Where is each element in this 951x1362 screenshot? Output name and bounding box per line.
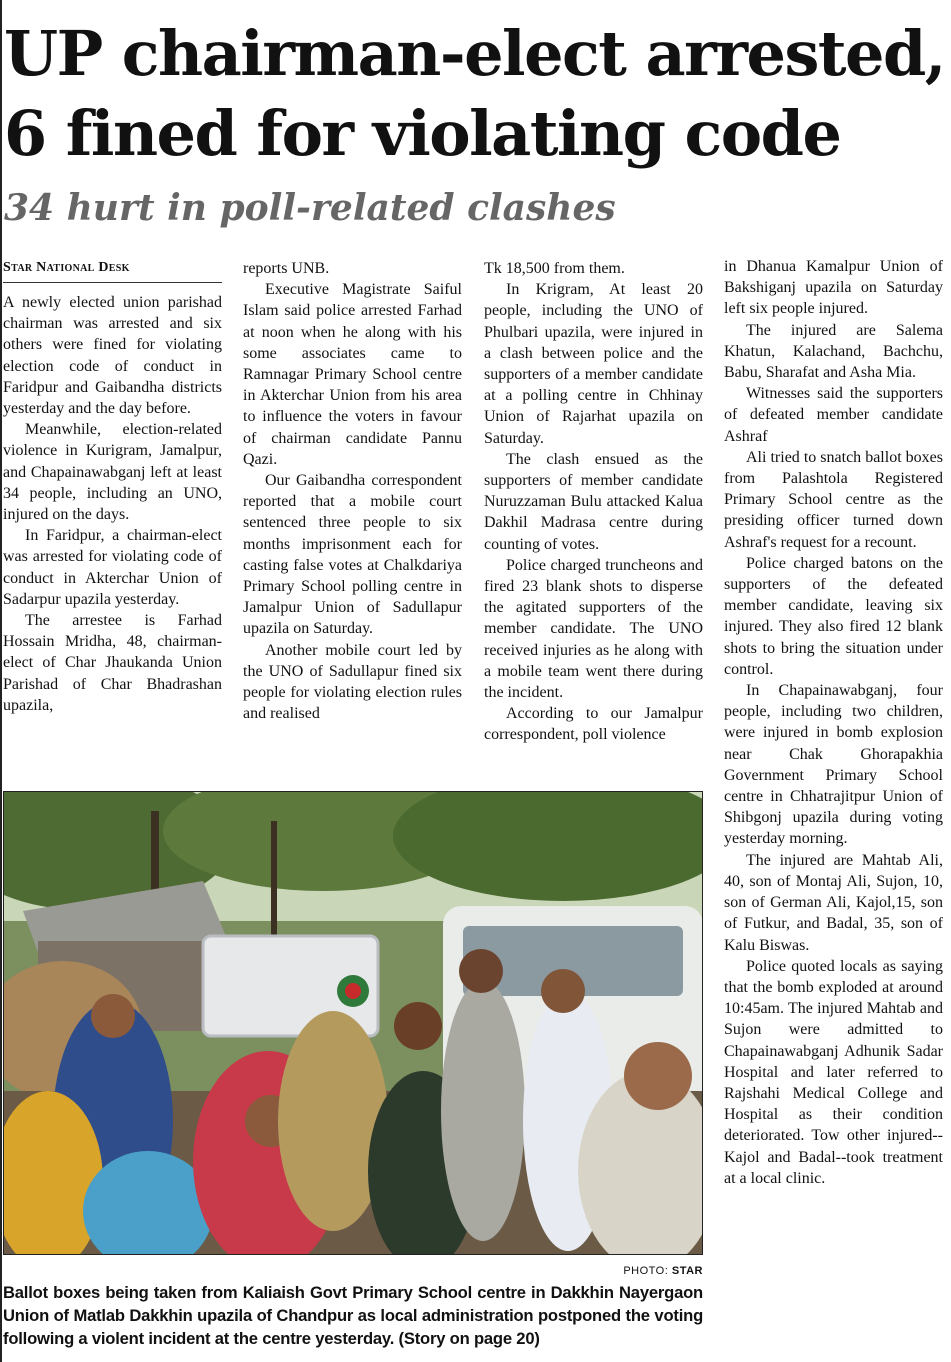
photo-credit [540,1265,703,1277]
paragraph-continued: reports UNB. [243,260,330,277]
paragraph: Police charged truncheons and fired 23 blank shots to disperse the agitated supporters of the member candidate. The UNO received injuries as he along with a mobile team went there during the incident. [484,556,703,702]
paragraph: According to our Jamalpur correspondent, poll violence [484,705,703,744]
paragraph: The injured are Mahtab Ali, 40, son of Montaj Ali, Sujon, 10, son of German Ali, Kajol,15, son of Futkur, and Badal, 35, son of Kalu Biswas. [724,851,943,954]
paragraph-continued: in Dhanua Kamalpur Union of Bakshiganj upazila on Saturday left six people injured. [724,258,943,318]
paragraph: Police charged batons on the supporters of the defeated member candidate, leaving six injured. They also fired 12 blank shots to bring the situation under control. [724,554,943,678]
subheadline: 34 hurt in poll-related clashes [4,187,616,229]
left-border-rule [0,0,2,1362]
column-1 [3,292,222,716]
paragraph: Executive Magistrate Saiful Islam said police arrested Farhad at noon when he along with his some associates came to Ramnagar Primary School centre in Akterchar Union from his area to influence the voters in favour of chairman candidate Pannu Qazi. [243,281,462,468]
photo-credit-label: PHOTO: [623,1265,669,1277]
paragraph: The clash ensued as the supporters of member candidate Nuruzzaman Bulu attacked Kalua Dakhil Madrasa centre during counting of votes. [484,450,703,553]
photo-credit-source: STAR [671,1265,703,1277]
paragraph: Ali tried to snatch ballot boxes from Palashtola Registered Primary School centre as the presiding officer turned down Ashraf's request for a recount. [724,448,943,551]
paragraph: The injured are Salema Khatun, Kalachand, Bachchu, Babu, Sharafat and Asha Mia. [724,321,943,382]
column-3 [484,258,703,746]
paragraph: In Faridpur, a chairman-elect was arrested for violating code of conduct in Akterchar Union of Sadarpur upazila yesterday. [3,527,222,608]
paragraph: The arrestee is Farhad Hossain Mridha, 48, chairman-elect of Char Jhaukanda Union Parishad of Char Bhadrashan upazila, [3,612,222,714]
paragraph-continued: Tk 18,500 from them. [484,260,625,277]
news-photo [3,791,703,1255]
photo-illustration [3,791,703,1255]
column-4 [724,256,943,1189]
paragraph: Witnesses said the supporters of defeated member candidate Ashraf [724,385,943,445]
paragraph: Meanwhile, election-related violence in Kurigram, Jamalpur, and Chapainawabganj left at least 34 people, including an UNO, injured on the days. [3,421,222,524]
paragraph: Police quoted locals as saying that the bomb exploded at around 10:45am. The injured Mahtab and Sujon were admitted to Chapainawabganj Adhunik Sadar Hospital and later referred to Rajshahi Medical College and Hospital as their condition deteriorated. Tow other injured--Kajol and Badal--took treatment at a local clinic. [724,957,943,1187]
paragraph: In Krigram, At least 20 people, including the UNO of Phulbari upazila, were injured in a clash between police and the supporters of a member candidate at a polling centre in Chhinay Union of Rajarhat upazila on Saturday. [484,281,703,447]
paragraph: Another mobile court led by the UNO of Sadullapur fined six people for violating election rules and realised [243,641,462,723]
paragraph: A newly elected union parishad chairman was arrested and six others were fined for violating election code of conduct in Faridpur and Gaibandha districts yesterday and the day before. [3,294,222,418]
photo-caption: Ballot boxes being taken from Kaliaish Govt Primary School centre in Dakkhin Nayergaon Union of Matlab Dakkhin upazila of Chandpur as local administration postponed the voting following a violent incident at the centre yesterday. (Story on page 20) [3,1283,703,1348]
byline: Star National Desk [3,260,222,283]
headline: UP chairman-elect arrested, 6 fined for violating code [4,17,945,170]
paragraph: In Chapainawabganj, four people, including two children, were injured in bomb explosion near Chak Ghorapakhia Government Primary School centre in Chhatrajitpur Union of Shibgonj upazila during voting yesterday morning. [724,682,943,848]
paragraph: Our Gaibandha correspondent reported that a mobile court sentenced three people to six months imprisonment each for casting false votes at Chalkdariya Primary School polling centre in Jamalpur Union of Sadullapur upazila on Saturday. [243,472,462,638]
column-2 [243,258,462,724]
